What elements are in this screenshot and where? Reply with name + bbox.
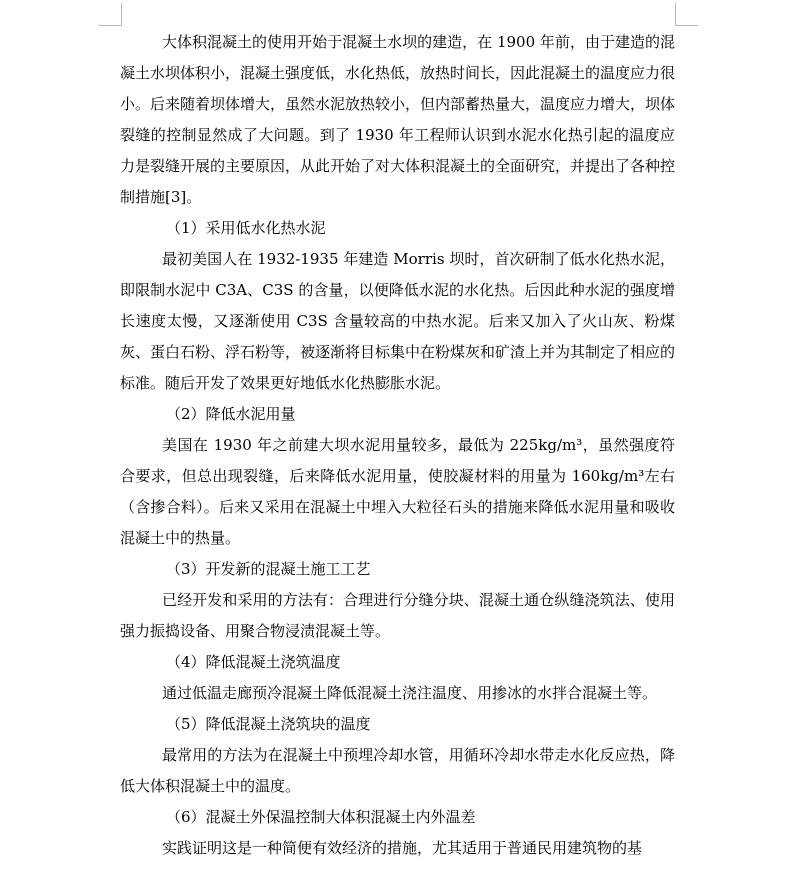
heading-reduce-cement: （2）降低水泥用量 [166,405,296,423]
paragraph-new-process: 已经开发和采用的方法有：合理进行分缝分块、混凝土通仓纵缝浇筑法、使用强力振捣设备、用聚合物浸渍混凝土等。 [120,591,675,640]
heading-external-insulation: （6）混凝土外保温控制大体积混凝土内外温差 [166,808,476,826]
paragraph-block-temperature: 最常用的方法为在混凝土中预埋冷却水管，用循环冷却水带走水化反应热，降低大体积混凝土中的温度。 [120,746,675,795]
paragraph-reduce-cement: 美国在 1930 年之前建大坝水泥用量较多，最低为 225kg/m³，虽然强度符合要求，但总出现裂缝，后来降低水泥用量，使胶凝材料的用量为 160kg/m³左右（含掺合料）。后来又采用在混凝土中埋入大粒径石头的措施来降低水泥用量和吸收混凝土中的热量。 [120,436,675,547]
heading-new-process: （3）开发新的混凝土施工工艺 [166,560,371,578]
heading-low-heat-cement: （1）采用低水化热水泥 [166,219,326,237]
paragraph-pouring-temperature: 通过低温走廊预冷混凝土降低混凝土浇注温度、用掺冰的水拌合混凝土等。 [162,684,658,702]
top-right-corner-mark [675,3,698,26]
paragraph-low-heat-cement: 最初美国人在 1932-1935 年建造 Morris 坝时，首次研制了低水化热水泥，即限制水泥中 C3A、C3S 的含量，以便降低水泥的水化热。后因此种水泥的强度增长速度太慢，又逐渐使用 C3S 含量较高的中热水泥。后来又加入了火山灰、粉煤灰、蛋白石粉、浮石粉等，被逐渐将目标集中在粉煤灰和矿渣上并为其制定了相应的标准。随后开发了效果更好地低水化热膨胀水泥。 [120,250,676,392]
top-left-corner-mark [99,3,122,26]
paragraph-external-insulation: 实践证明这是一种简便有效经济的措施，尤其适用于普通民用建筑物的基 [162,839,643,857]
heading-block-temperature: （5）降低混凝土浇筑块的温度 [166,715,371,733]
paragraph-history: 大体积混凝土的使用开始于混凝土水坝的建造，在 1900 年前，由于建造的混凝土水坝体积小，混凝土强度低，水化热低，放热时间长，因此混凝土的温度应力很小。后来随着坝体增大，虽然水泥放热较小，但内部蓄热量大，温度应力增大，坝体裂缝的控制显然成了大问题。到了 1930 年工程师认识到水泥水化热引起的温度应力是裂缝开展的主要原因，从此开始了对大体积混凝土的全面研究，并提出了各种控制措施[3]。 [120,33,676,206]
heading-pouring-temperature: （4）降低混凝土浇筑温度 [166,653,341,671]
document-body[interactable] [120,27,675,857]
